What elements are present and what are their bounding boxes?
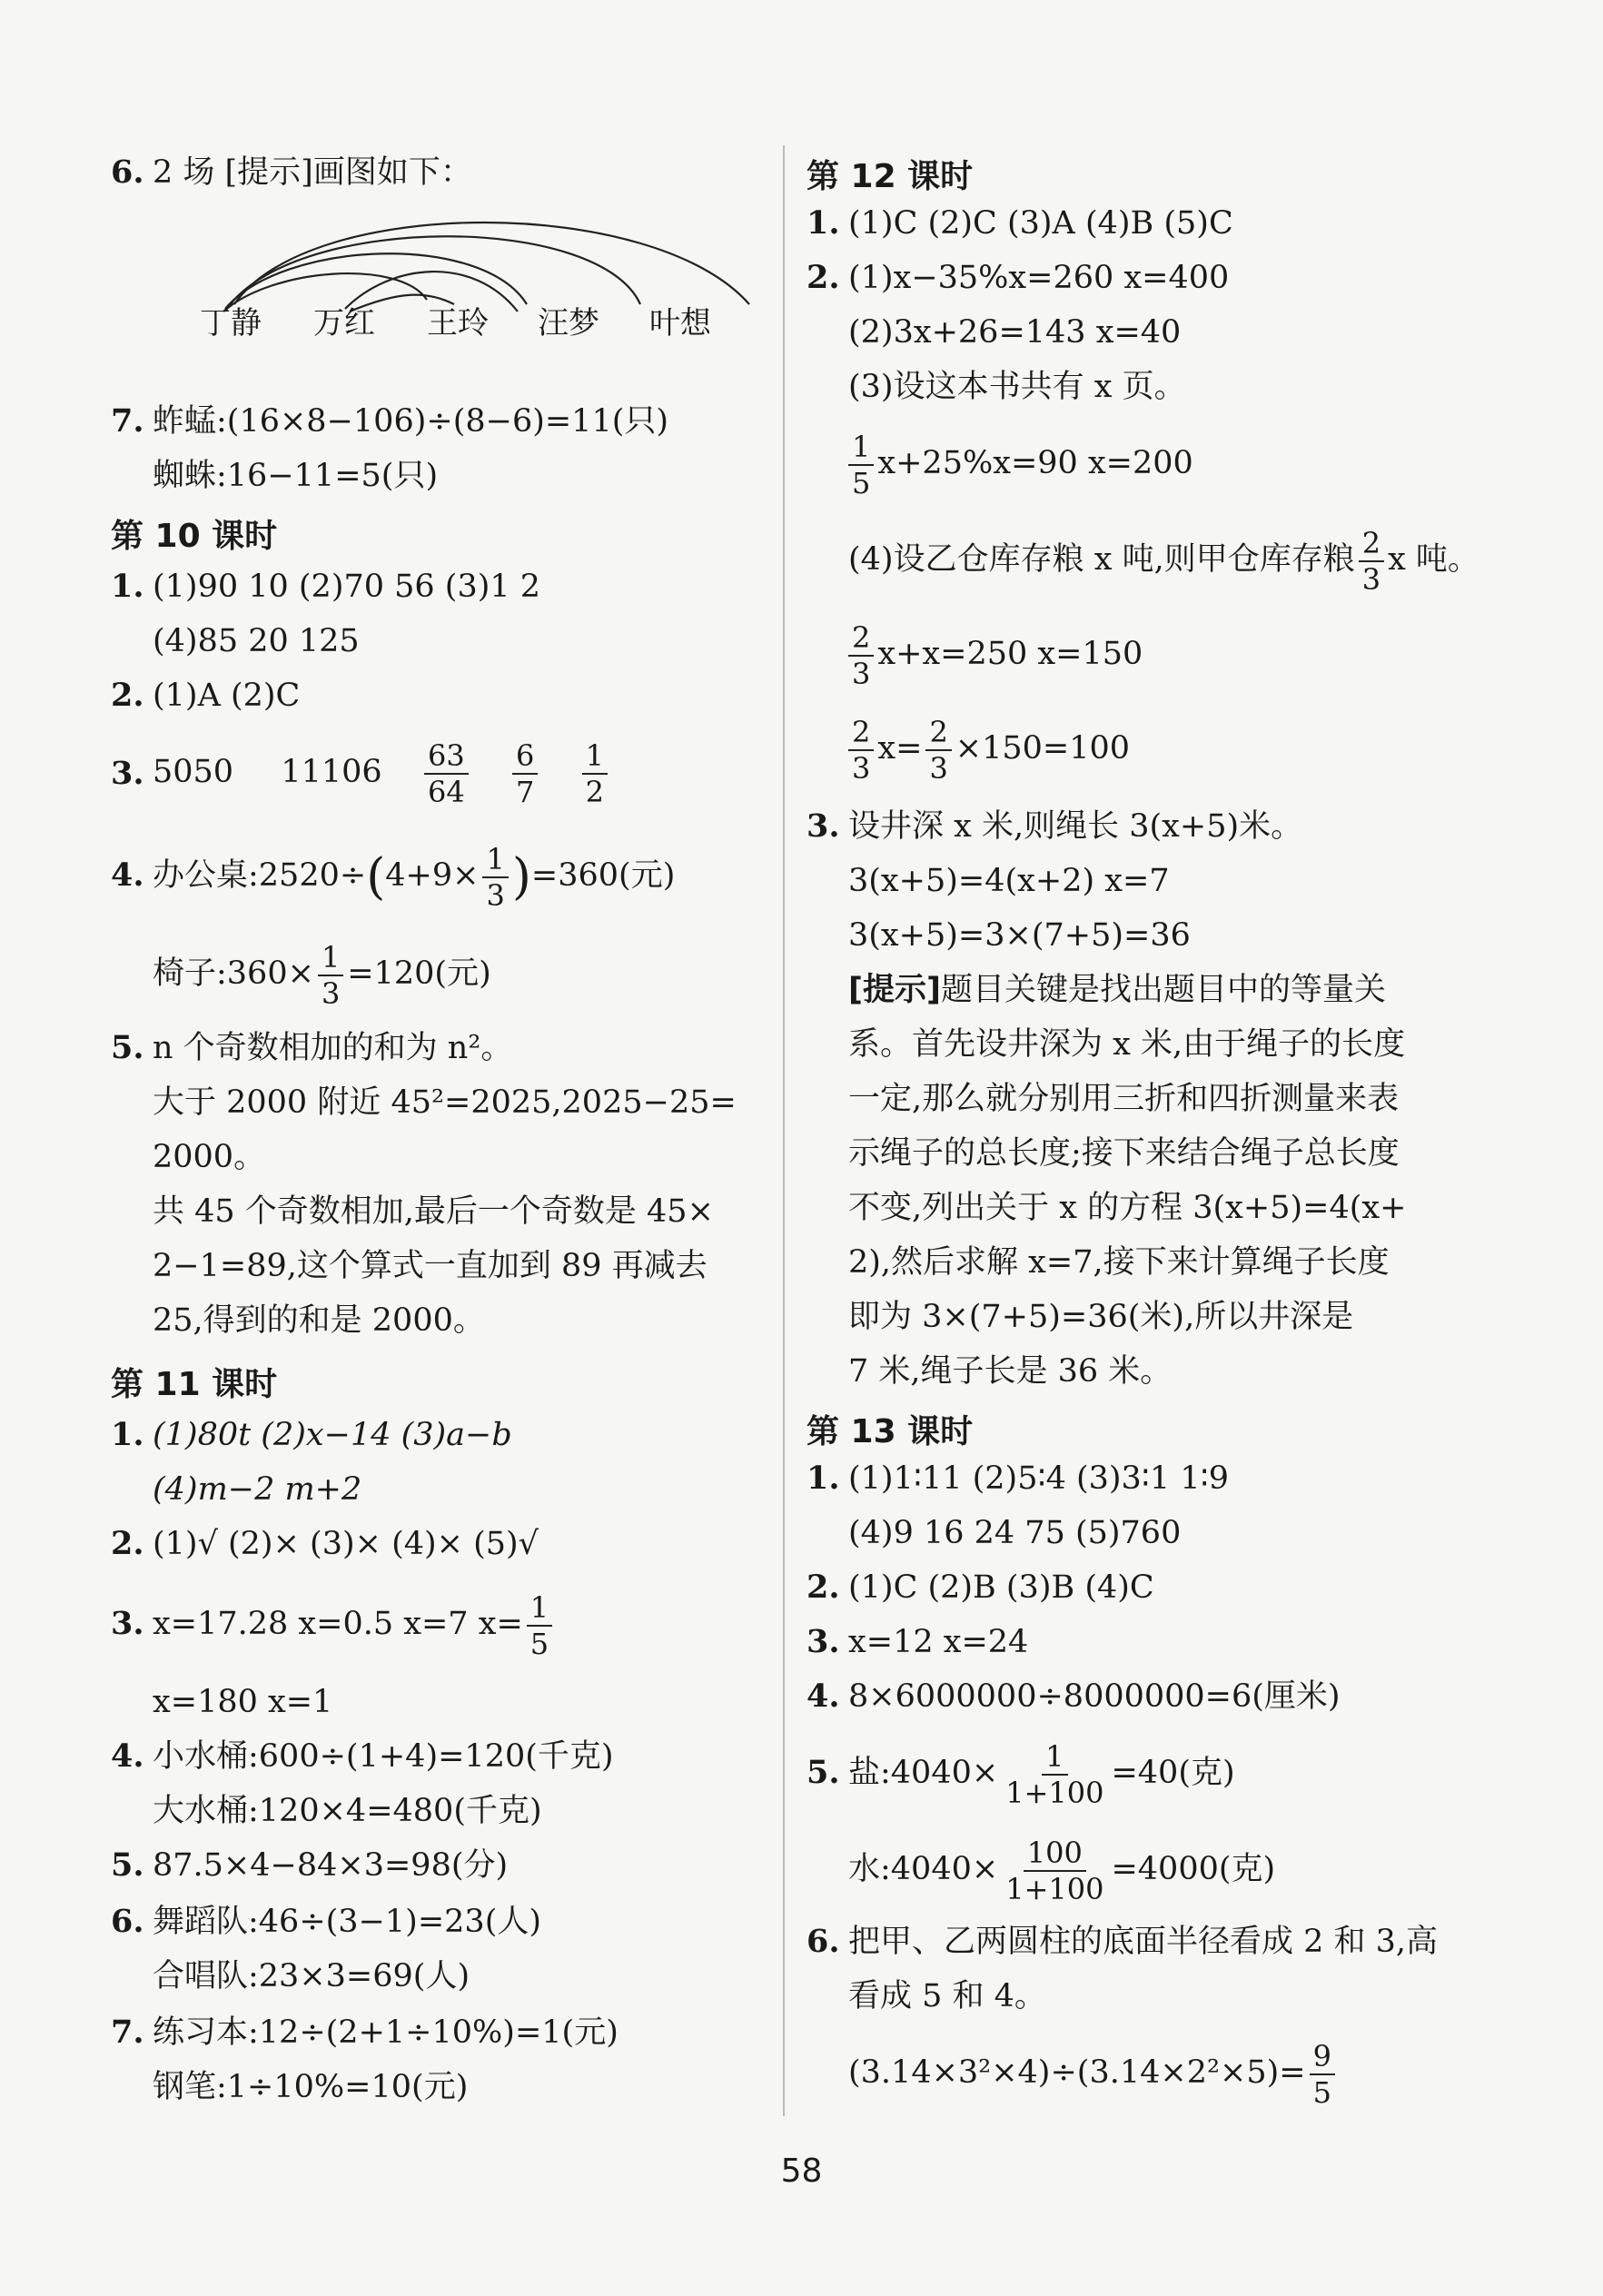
l10-1-line2: (4)85 20 125 [153,623,360,659]
l10-5-line6: 25,得到的和是 2000。 [153,1302,485,1339]
r13-5-post1: =40(克) [1111,1755,1235,1791]
page-number: 58 [780,2152,823,2190]
r13-5-pre2: 水:4040× [848,1851,999,1887]
r12-2-l7-frac-2: $\frac{2}{3}$ [925,715,951,786]
l11-3-line1 [153,1580,556,1668]
r12-2-line2: (2)3x+26=143 x=40 [848,314,1182,351]
l10-3-line [153,732,611,812]
l10-5-number: 5. [111,1029,144,1066]
r12-2-l7-mid: x= [877,730,923,767]
r12-2-line6 [848,610,1143,698]
r12-3-tip-line4: 示绳子的总长度;接下来结合绳子总长度 [848,1135,1400,1172]
r12-3-number: 3. [806,807,840,845]
l10-3-frac-2: $\frac{6}{7}$ [512,738,538,809]
l10-5-line2: 大于 2000 附近 45²=2025,2025−25= [153,1084,737,1121]
l10-4-pre: 办公桌:2520÷ [153,857,367,894]
column-divider [783,145,785,2116]
r12-3-tip-line8: 7 米,绳子长是 36 米。 [848,1353,1173,1390]
q7-line2: 蜘蛛:16−11=5(只) [153,458,439,494]
r12-3-line2: 3(x+5)=4(x+2) x=7 [848,863,1170,899]
lesson-10-heading: 第 10 课时 [111,518,278,555]
diagram-name-3: 王玲 [427,305,489,341]
r12-2-l5-frac: $\frac{2}{3}$ [1359,526,1384,597]
r13-5-number: 5. [806,1754,840,1791]
l11-3-frac: $\frac{1}{5}$ [527,1590,552,1661]
r12-2-line7 [848,705,1130,792]
r13-6-line3 [848,2029,1339,2116]
lesson-12-heading: 第 12 课时 [806,158,974,195]
r12-1-text: (1)C (2)C (3)A (4)B (5)C [848,205,1233,242]
r12-3-line1: 设井深 x 米,则绳长 3(x+5)米。 [848,808,1303,845]
l11-7-line2: 钢笔:1÷10%=10(元) [153,2069,469,2105]
r12-2-l7-post: ×150=100 [955,730,1131,767]
l11-7-line1: 练习本:12÷(2+1÷10%)=1(元) [153,2014,618,2051]
r12-2-l4-text: x+25%x=90 x=200 [877,445,1193,481]
r13-1-line2: (4)9 16 24 75 (5)760 [848,1515,1182,1551]
q7-number: 7. [111,402,144,440]
l11-6-number: 6. [111,1903,144,1940]
l10-1-line1: (1)90 10 (2)70 56 (3)1 2 [153,569,541,605]
r12-2-line1: (1)x−35%x=260 x=400 [848,260,1230,296]
l10-4-line1: 办公桌:2520÷(4+9× $\frac{1}{3}$ )=360(元) [153,841,676,913]
l11-3-number: 3. [111,1605,144,1642]
r12-3-tip-line6: 2),然后求解 x=7,接下来计算绳子长度 [848,1244,1390,1281]
diagram-name-1: 丁静 [200,305,262,341]
l11-4-number: 4. [111,1737,144,1775]
l10-3-frac-1: $\frac{63}{64}$ [424,738,469,809]
r12-3-tip-line2: 系。首先设井深为 x 米,由于绳子的长度 [848,1026,1406,1063]
r13-5-frac-1: $\frac{1}{1+100}$ [1005,1738,1104,1810]
l11-2-number: 2. [111,1525,144,1562]
r12-3-tip-line3: 一定,那么就分别用三折和四折测量来表 [848,1081,1400,1117]
l11-3-line2: x=180 x=1 [153,1684,333,1720]
tip-text-1: 题目关键是找出题目中的等量关 [941,972,1387,1008]
r13-5-line2 [848,1826,1275,1913]
r12-2-number: 2. [806,259,840,296]
l10-5-line1: n 个奇数相加的和为 n²。 [153,1030,513,1066]
diagram-name-2: 万红 [313,305,375,341]
r13-5-pre1: 盐:4040× [848,1755,999,1791]
diagram-name-5: 叶想 [649,305,711,341]
l10-1-number: 1. [111,568,144,605]
l11-7-number: 7. [111,2014,144,2051]
r12-2-line5 [848,516,1479,603]
q6-text: 2 场 [提示]画图如下： [153,154,472,191]
r13-4-number: 4. [806,1677,840,1715]
lesson-11-heading: 第 11 课时 [111,1366,278,1403]
r13-3-text: x=12 x=24 [848,1624,1029,1660]
r13-6-line1: 把甲、乙两圆柱的底面半径看成 2 和 3,高 [848,1924,1439,1960]
r12-3-line3: 3(x+5)=3×(7+5)=36 [848,917,1191,954]
r13-6-expr: (3.14×3²×4)÷(3.14×2²×5)= [848,2054,1306,2091]
l10-4-number: 4. [111,856,144,894]
r13-5-frac-2: $\frac{100}{1+100}$ [1005,1835,1104,1906]
r13-4-text: 8×6000000÷8000000=6(厘米) [848,1678,1341,1715]
l11-1-line1: (1)80t (2)x−14 (3)a−b [153,1417,512,1453]
r12-2-l6-frac: $\frac{2}{3}$ [848,620,874,691]
l10-4-frac-2: $\frac{1}{3}$ [318,940,343,1011]
r12-2-line3: (3)设这本书共有 x 页。 [848,369,1186,405]
r13-2-text: (1)C (2)B (3)B (4)C [848,1569,1154,1606]
l10-5-line4: 共 45 个奇数相加,最后一个奇数是 45× [153,1193,714,1230]
l10-2-text: (1)A (2)C [153,678,301,714]
r13-6-line2: 看成 5 和 4。 [848,1978,1046,2014]
r12-1-number: 1. [806,204,840,242]
r13-6-frac: $\frac{9}{5}$ [1310,2039,1335,2110]
r13-1-line1: (1)1∶11 (2)5∶4 (3)3∶1 1∶9 [848,1460,1229,1497]
l10-2-number: 2. [111,677,144,714]
r13-2-number: 2. [806,1569,840,1606]
l10-5-line3: 2000。 [153,1139,266,1175]
l10-4-line2 [153,930,491,1017]
r12-2-l5-pre: (4)设乙仓库存粮 x 吨,则甲仓库存粮 [848,541,1355,578]
l10-3-a: 5050 [153,754,234,790]
r12-3-tip-line7: 即为 3×(7+5)=36(米),所以井深是 [848,1299,1354,1335]
l11-5-number: 5. [111,1846,144,1884]
l10-5-line5: 2−1=89,这个算式一直加到 89 再减去 [153,1248,707,1284]
r13-3-number: 3. [806,1623,840,1660]
l11-6-line1: 舞蹈队:46÷(3−1)=23(人) [153,1904,541,1940]
r12-3-tip-line5: 不变,列出关于 x 的方程 3(x+5)=4(x+ [848,1190,1407,1226]
l10-3-b: 11106 [281,754,382,790]
tip-label: [提示] [848,972,941,1008]
l11-6-line2: 合唱队:23×3=69(人) [153,1958,470,1994]
l11-1-line2: (4)m−2 m+2 [153,1471,362,1508]
r12-2-l5-post: x 吨。 [1388,541,1479,578]
r12-2-l6-text: x+x=250 x=150 [877,636,1143,672]
r13-5-line1 [848,1729,1235,1816]
l10-4-mid: 4+9× [385,857,480,894]
r13-5-post2: =4000(克) [1111,1851,1276,1887]
l11-4-line1: 小水桶:600÷(1+4)=120(千克) [153,1738,614,1775]
l11-3-pre: x=17.28 x=0.5 x=7 x= [153,1606,523,1642]
l11-2-text: (1)√ (2)× (3)× (4)× (5)√ [153,1526,539,1562]
r12-2-line4 [848,420,1193,507]
q7-line1: 蚱蜢:(16×8−106)÷(8−6)=11(只) [153,403,669,440]
r12-2-l4-frac: $\frac{1}{5}$ [848,430,874,500]
l11-5-text: 87.5×4−84×3=98(分) [153,1847,509,1884]
lesson-13-heading: 第 13 课时 [806,1413,974,1450]
l10-4-post: =360(元) [530,857,676,894]
r12-3-tip-line1 [848,968,1386,1012]
l10-4-line2-pre: 椅子:360× [153,955,314,992]
l10-4-frac: $\frac{1}{3}$ [482,842,508,913]
l10-4-line2-post: =120(元) [347,955,491,992]
r12-2-l7-frac-1: $\frac{2}{3}$ [848,715,874,786]
l10-3-frac-3: $\frac{1}{2}$ [582,738,608,809]
diagram-name-4: 汪梦 [538,305,599,341]
r13-1-number: 1. [806,1460,840,1497]
q6-number: 6. [111,153,144,191]
l11-4-line2: 大水桶:120×4=480(千克) [153,1793,542,1829]
l10-3-number: 3. [111,755,144,792]
r13-6-number: 6. [806,1923,840,1960]
l11-1-number: 1. [111,1416,144,1453]
